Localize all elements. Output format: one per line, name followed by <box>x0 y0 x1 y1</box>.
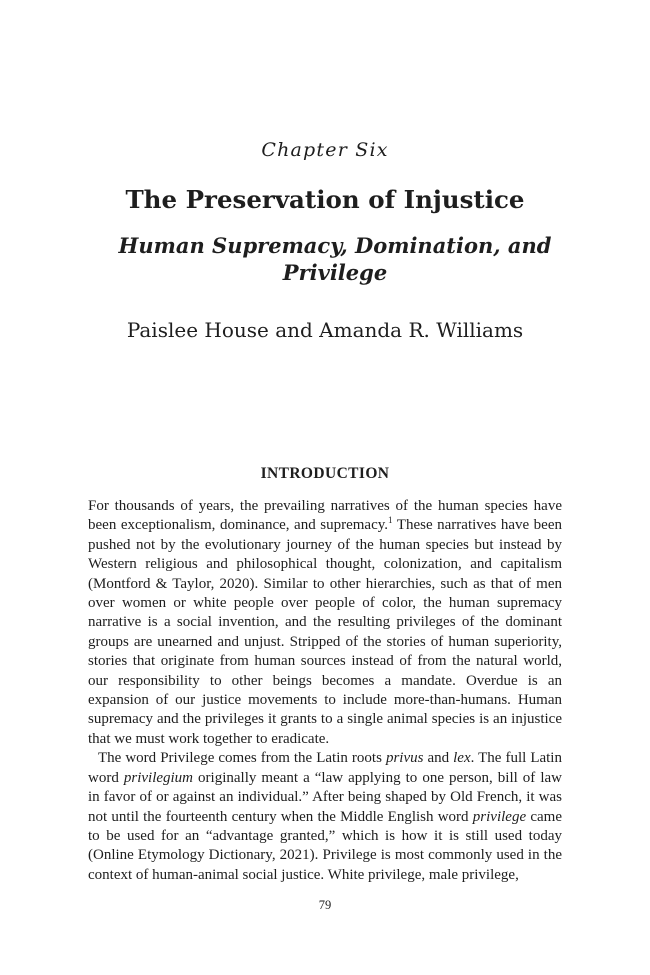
paragraph-text: originally meant a “law applying to one person, bill of law in favor of or against an individual.” After being shaped by Old French, it was not until the fourteenth century when the Middle English word <box>88 769 562 825</box>
latin-term: lex <box>453 750 471 767</box>
latin-term: privilegium <box>123 769 194 786</box>
page-number: 79 <box>318 898 332 912</box>
paragraph-text: and <box>423 750 454 767</box>
paragraph-text: The word Privilege comes from the Latin roots <box>98 750 386 767</box>
paragraph-text: came to be used for an “advantage granted,” which is how it is still used today (Online Etymology Dictionary, 2021). Privilege is most commonly used in the context of human-animal social justice. White privilege, male privilege, <box>88 808 563 883</box>
chapter-authors: Paislee House and Amanda R. Williams <box>126 318 524 342</box>
latin-term: privus <box>385 750 424 767</box>
paragraph-text: These narratives have been pushed not by the evolutionary journey of the human species but instead by Western religious and philosophical thought, colonization, and capitalism (Montford & Taylor, 2020). Similar to other hierarchies, such as that of men over women or white people over people of color, the human supremacy narrative is a social invention, and the resulting privileges of the dominant groups are unearned and unjust. Stripped of the stories of human superiority, stories that originate from human sources instead of from the natural world, our responsibility to other beings becomes a mandate. Overdue is an expansion of our justice movements to include more-than-humans. Human supremacy and the privileges it grants to a single animal species is an injustice that we must work together to eradicate. <box>88 517 562 747</box>
paragraph-text: . The full Latin word <box>88 750 562 786</box>
chapter-label: Chapter Six <box>261 139 389 161</box>
paragraph-text: For thousands of years, the prevailing narratives of the human species have been exceptionalism, dominance, and supremacy. <box>88 498 562 534</box>
english-term: privilege <box>472 808 527 825</box>
section-heading: INTRODUCTION <box>260 465 390 482</box>
paragraph-introduction <box>88 497 562 749</box>
chapter-subtitle: Human Supremacy, Domination, and Privilege <box>118 233 552 285</box>
body-text <box>88 497 562 885</box>
chapter-title: The Preservation of Injustice <box>125 185 525 214</box>
paragraph-privilege <box>88 749 562 885</box>
footnote-reference[interactable]: 1 <box>388 515 393 526</box>
